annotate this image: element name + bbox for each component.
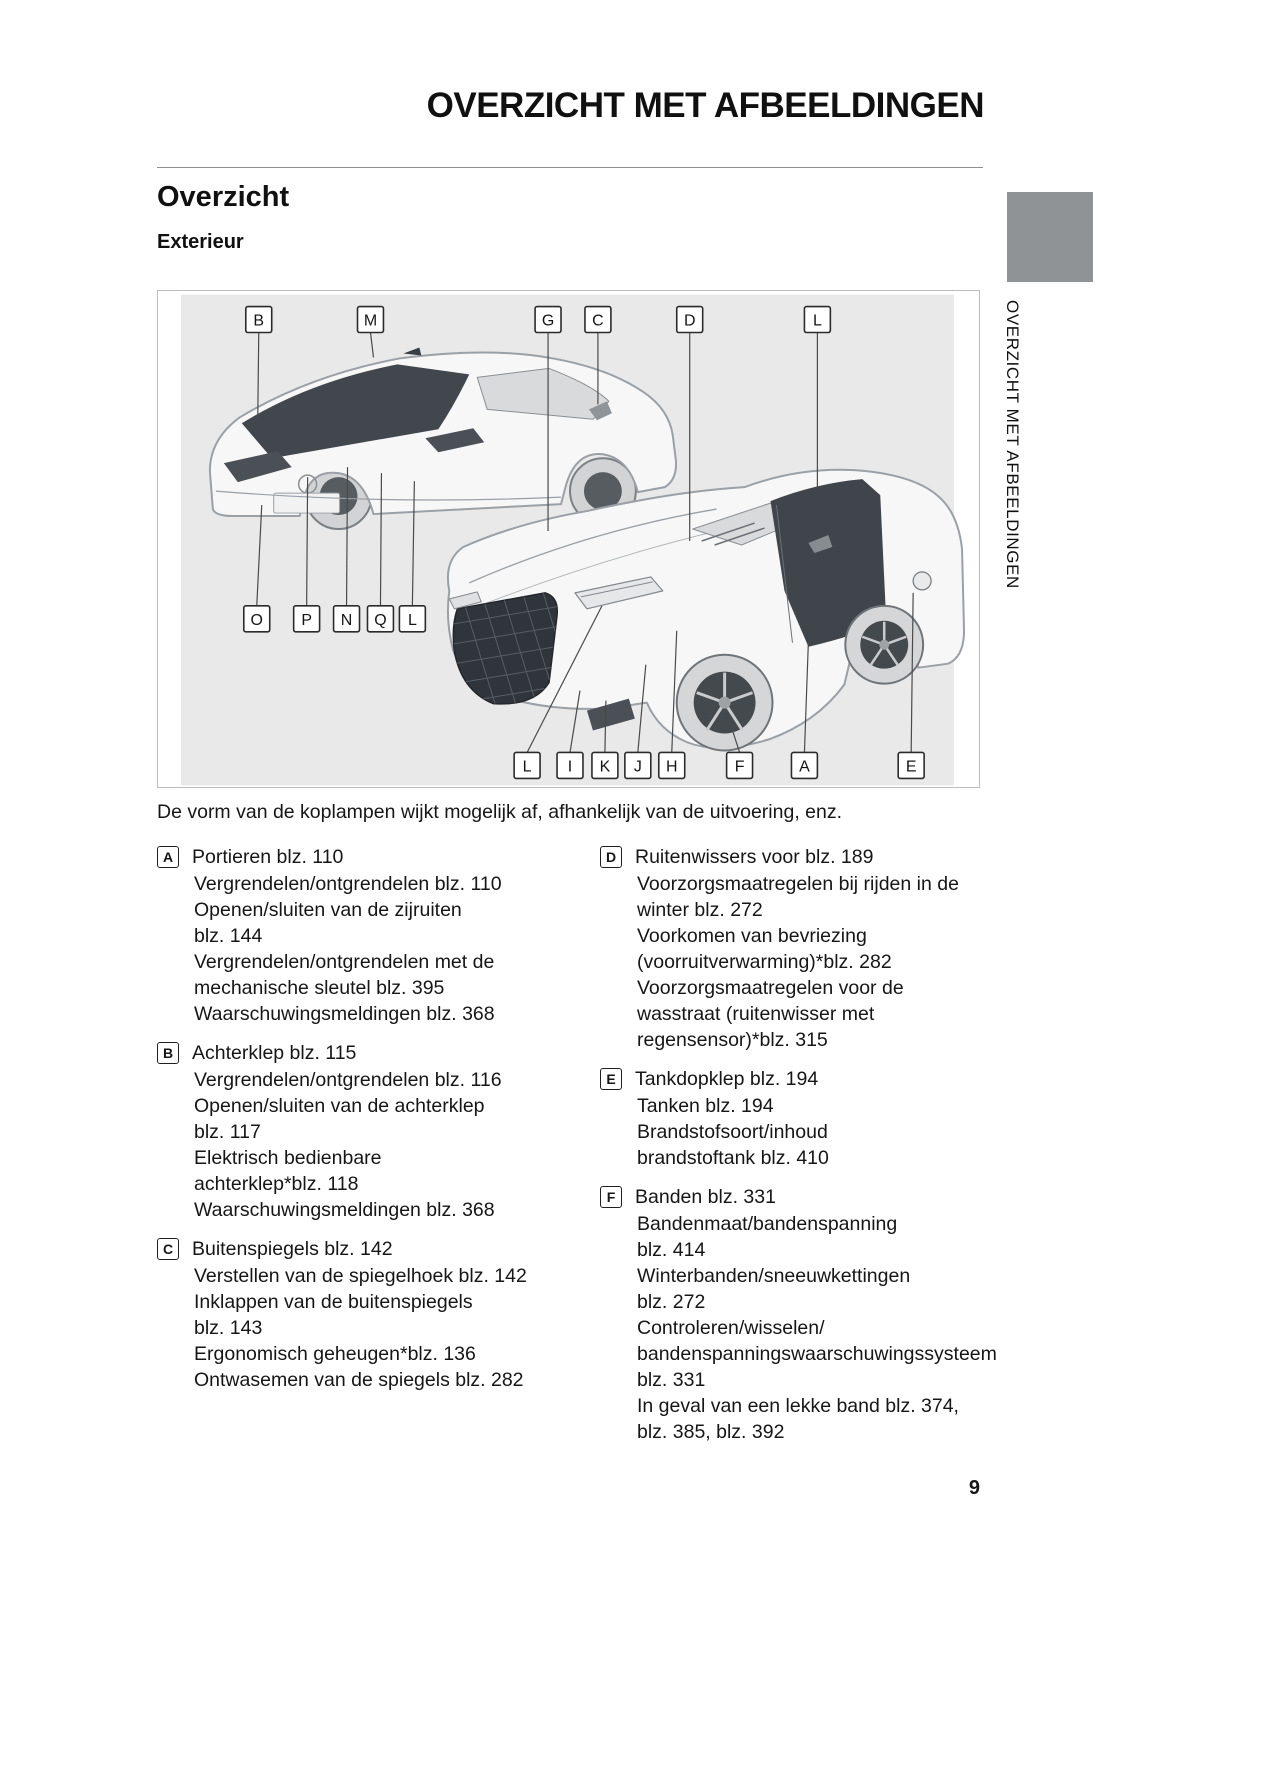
item-letter-badge: E bbox=[600, 1068, 622, 1090]
diagram-label-B bbox=[246, 307, 272, 333]
fuel-door bbox=[913, 572, 931, 590]
svg-text:L: L bbox=[522, 758, 532, 776]
item-title: Ruitenwissers voor blz. 189 bbox=[635, 846, 874, 868]
item-line: Ontwasemen van de spiegels blz. 282 bbox=[194, 1369, 524, 1391]
svg-text:P: P bbox=[301, 611, 312, 629]
diagram-label-K bbox=[592, 752, 618, 778]
diagram-label-M bbox=[358, 307, 384, 333]
section-title: Overzicht bbox=[157, 181, 290, 213]
page-header-title: OVERZICHT MET AFBEELDINGEN bbox=[426, 86, 984, 125]
diagram-label-G bbox=[535, 307, 561, 333]
svg-text:J: J bbox=[633, 758, 642, 776]
svg-text:O: O bbox=[250, 611, 263, 629]
diagram-label-Q bbox=[367, 606, 393, 632]
diagram-label-A bbox=[791, 752, 817, 778]
item-f-banden bbox=[600, 1184, 1037, 1445]
item-letter-badge: B bbox=[157, 1042, 179, 1064]
item-line: (voorruitverwarming)*blz. 282 bbox=[637, 951, 892, 973]
diagram-label-D bbox=[677, 307, 703, 333]
item-line: In geval van een lekke band blz. 374, bbox=[637, 1395, 959, 1417]
item-title: Portieren blz. 110 bbox=[192, 846, 344, 868]
svg-text:G: G bbox=[541, 312, 555, 330]
item-line: Vergrendelen/ontgrendelen met de bbox=[194, 951, 495, 973]
item-columns bbox=[157, 844, 1037, 1458]
item-line: Vergrendelen/ontgrendelen blz. 116 bbox=[194, 1069, 502, 1091]
svg-text:L: L bbox=[407, 611, 417, 629]
item-line: blz. 144 bbox=[194, 925, 263, 947]
page-number: 9 bbox=[968, 1477, 980, 1499]
diagram-label-I bbox=[557, 752, 583, 778]
item-line: Brandstofsoort/inhoud bbox=[637, 1121, 828, 1143]
item-line: brandstoftank blz. 410 bbox=[637, 1147, 829, 1169]
item-line: Voorzorgsmaatregelen voor de bbox=[637, 977, 904, 999]
item-b-achterklep bbox=[157, 1040, 549, 1223]
item-letter-badge: D bbox=[600, 846, 622, 868]
diagram-label-N bbox=[334, 606, 360, 632]
svg-text:D: D bbox=[683, 312, 696, 330]
items-right-column bbox=[600, 844, 1037, 1458]
svg-text:E: E bbox=[905, 758, 917, 776]
item-line: Tanken blz. 194 bbox=[637, 1095, 774, 1117]
item-line: Winterbanden/sneeuwkettingen bbox=[637, 1265, 911, 1287]
item-d-ruitenwissers bbox=[600, 844, 1037, 1053]
item-line: Waarschuwingsmeldingen blz. 368 bbox=[194, 1199, 495, 1221]
item-line: blz. 143 bbox=[194, 1317, 263, 1339]
item-title: Tankdopklep blz. 194 bbox=[635, 1068, 819, 1090]
item-letter-badge: A bbox=[157, 846, 179, 868]
item-line: blz. 414 bbox=[637, 1239, 706, 1261]
exterior-diagram-svg bbox=[158, 291, 979, 787]
item-line: blz. 385, blz. 392 bbox=[637, 1421, 785, 1443]
item-letter-badge: C bbox=[157, 1238, 179, 1260]
diagram-label-O bbox=[244, 606, 270, 632]
items-left-column bbox=[157, 844, 549, 1458]
diagram-label-L-mid bbox=[399, 606, 425, 632]
diagram-label-L-top bbox=[804, 307, 830, 333]
svg-text:F: F bbox=[734, 758, 745, 776]
item-letter-badge: F bbox=[600, 1186, 622, 1208]
item-e-tankdopklep bbox=[600, 1066, 1037, 1171]
diagram-label-P bbox=[294, 606, 320, 632]
item-line: Elektrisch bedienbare bbox=[194, 1147, 382, 1169]
item-line: wasstraat (ruitenwisser met bbox=[637, 1003, 875, 1025]
diagram-label-L-bottom bbox=[514, 752, 540, 778]
item-line: Bandenmaat/bandenspanning bbox=[637, 1213, 898, 1235]
svg-text:B: B bbox=[253, 312, 265, 330]
svg-text:K: K bbox=[599, 758, 611, 776]
svg-text:I: I bbox=[567, 758, 573, 776]
svg-text:A: A bbox=[799, 758, 810, 776]
item-a-portieren bbox=[157, 844, 549, 1027]
svg-text:H: H bbox=[665, 758, 678, 776]
diagram-label-H bbox=[659, 752, 685, 778]
item-line: achterklep*blz. 118 bbox=[194, 1173, 359, 1195]
section-tab-marker bbox=[1007, 192, 1093, 282]
item-line: Controleren/wisselen/ bbox=[637, 1317, 825, 1339]
item-line: winter blz. 272 bbox=[637, 899, 763, 921]
item-line: bandenspanningswaarschuwingssysteem bbox=[637, 1343, 997, 1365]
diagram-label-C bbox=[585, 307, 611, 333]
item-title: Banden blz. 331 bbox=[635, 1186, 776, 1208]
svg-text:C: C bbox=[592, 312, 604, 330]
item-line: Voorzorgsmaatregelen bij rijden in de bbox=[637, 873, 959, 895]
sidebar-vertical-title: OVERZICHT MET AFBEELDINGEN bbox=[1003, 300, 1022, 589]
exterior-diagram bbox=[157, 290, 980, 788]
item-c-buitenspiegels bbox=[157, 1236, 549, 1393]
svg-text:M: M bbox=[363, 312, 378, 330]
diagram-caption: De vorm van de koplampen wijkt mogelijk af, afhankelijk van de uitvoering, enz. bbox=[157, 801, 843, 823]
item-line: regensensor)*blz. 315 bbox=[637, 1029, 828, 1051]
item-line: Openen/sluiten van de achterklep bbox=[194, 1095, 485, 1117]
diagram-label-J bbox=[625, 752, 651, 778]
item-line: Verstellen van de spiegelhoek blz. 142 bbox=[194, 1265, 527, 1287]
item-title: Buitenspiegels blz. 142 bbox=[192, 1238, 393, 1260]
item-line: Inklappen van de buitenspiegels bbox=[194, 1291, 473, 1313]
item-line: blz. 117 bbox=[194, 1121, 261, 1143]
item-line: Vergrendelen/ontgrendelen blz. 110 bbox=[194, 873, 502, 895]
header-divider bbox=[157, 167, 983, 168]
svg-text:N: N bbox=[340, 611, 353, 629]
item-line: Ergonomisch geheugen*blz. 136 bbox=[194, 1343, 476, 1365]
item-line: Waarschuwingsmeldingen blz. 368 bbox=[194, 1003, 495, 1025]
svg-text:L: L bbox=[812, 312, 822, 330]
item-title: Achterklep blz. 115 bbox=[192, 1042, 357, 1064]
diagram-label-F bbox=[727, 752, 753, 778]
svg-text:Q: Q bbox=[374, 611, 387, 629]
diagram-label-E bbox=[898, 752, 924, 778]
item-line: mechanische sleutel blz. 395 bbox=[194, 977, 445, 999]
subsection-title: Exterieur bbox=[157, 231, 244, 253]
item-line: Openen/sluiten van de zijruiten bbox=[194, 899, 462, 921]
item-line: Voorkomen van bevriezing bbox=[637, 925, 867, 947]
item-line: blz. 272 bbox=[637, 1291, 706, 1313]
item-line: blz. 331 bbox=[637, 1369, 706, 1391]
